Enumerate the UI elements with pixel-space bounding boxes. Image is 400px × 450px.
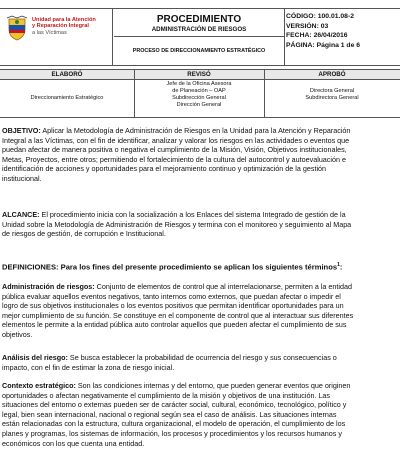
definition-line: situaciones del entorno o externas pueden ser de carácter social, cultural, económico, tecnológico, político y	[2, 400, 347, 410]
logo-line-3: a las Víctimas	[32, 29, 67, 36]
definition-line: mejor cumplimiento de su función. Se constituye en el componente de control que al interactuar sus diferentes	[2, 310, 354, 320]
reviso-line: Subdirección General	[172, 95, 226, 101]
objective-line: Metas, Proyectos, entre otros; permitiendo el fortalecimiento de la cultura del autocontrol y autoevaluación e	[2, 154, 346, 164]
approval-header-row	[0, 69, 400, 80]
definition-risk-management	[2, 282, 400, 340]
definition-line: pública evaluar aquellos eventos negativos, tanto internos como externos, que puedan afectar o impedir el	[2, 291, 341, 301]
definition-line: elementos le permite a la entidad pública auto controlar aquellos que pueden afectar el cumplimiento de sus	[2, 320, 347, 330]
definition-line: Son las condiciones internas y del entorno, que pueden generar eventos que originen	[75, 381, 351, 390]
organization-logo	[6, 13, 110, 61]
header-divider	[112, 9, 113, 65]
scope-paragraph	[2, 210, 400, 239]
scope-line: de riesgos de gestión, de corrupción e Institucional.	[2, 229, 166, 239]
process-name: PROCESO DE DIRECCIONAMIENTO ESTRATÉGICO	[132, 48, 266, 54]
definition-line: planes y programas, los sistemas de información, los procesos y procedimientos y los recursos humanos y	[2, 428, 342, 438]
column-header-aprobo: APROBÓ	[318, 71, 346, 78]
definitions-heading-text: DEFINICIONES: Para los fines del presente procedimiento se aplican los siguientes términos	[2, 262, 338, 272]
page-number: PÁGINA: Página 1 de 6	[286, 41, 361, 49]
scope-line: El procedimiento inicia con la socialización a los Enlaces del sistema Integrado de gestión de la	[39, 210, 346, 219]
column-header-elaboro: ELABORÓ	[51, 71, 83, 78]
logo-line-2: y Reparación Integral	[32, 23, 89, 30]
definition-term: Contexto estratégico:	[2, 381, 76, 390]
definition-line: objetivos.	[2, 329, 33, 339]
document-code: CÓDIGO: 100.01.08-2	[286, 13, 354, 20]
document-title: PROCEDIMIENTO	[156, 14, 242, 25]
scope-line: Unidad sobre la Metodología de Administración de Riesgos y termina con el monitoreo y seguimiento al Mapa	[2, 219, 352, 229]
definition-strategic-context	[2, 381, 400, 448]
document-date: FECHA: 26/04/2016	[286, 32, 348, 40]
approval-bottom-border	[0, 117, 400, 118]
aprobo-value	[264, 88, 400, 102]
title-block	[114, 9, 284, 65]
objective-line: identificación de acciones y oportunidades para el mejoramiento continuo y optimización de la gestión	[2, 164, 327, 174]
definition-line: impacto, con el fin de estimar la zona de riesgo inicial.	[2, 362, 175, 372]
scope-label: ALCANCE:	[2, 210, 40, 219]
header-divider	[284, 9, 285, 65]
definition-line: Se busca establecer la probabilidad de ocurrencia del riesgo y sus consecuencias o	[67, 353, 337, 362]
coat-of-arms-icon	[6, 15, 28, 41]
definition-line: económicos con los que cuenta una entidad.	[2, 438, 145, 448]
aprobo-line: Subdirectora General	[305, 95, 359, 101]
definition-line: oportunidades o afectan negativamente el cumplimiento de la misión y objetivos de una institución. Las	[2, 390, 331, 400]
definition-line: legal, bien sean internacional, nacional o regional según sea el caso de análisis. Las situaciones internas	[2, 409, 337, 419]
column-header-reviso: REVISÓ	[187, 71, 211, 78]
document-version: VERSIÓN: 03	[286, 22, 329, 30]
definitions-colon: :	[339, 262, 343, 272]
definition-risk-analysis	[2, 353, 400, 372]
approval-table	[0, 69, 400, 119]
elaboro-value: Direccionamiento Estratégico	[30, 95, 104, 101]
document-header	[0, 8, 400, 66]
definition-line: están relacionadas con la estructura, cultura organizacional, el modelo de operación, el cumplimiento de los	[2, 419, 346, 429]
reviso-line: Dirección General	[176, 102, 222, 108]
reviso-value	[134, 81, 264, 109]
title-divider	[114, 36, 284, 37]
aprobo-line: Directora General	[309, 88, 355, 94]
objective-paragraph	[2, 126, 400, 184]
reviso-line: de Planeación – OAP	[172, 88, 226, 94]
logo-line-1: Unidad para la Atención	[32, 17, 96, 23]
document-subtitle: ADMINISTRACIÓN DE RIESGOS	[151, 26, 247, 33]
footnote-marker: 1	[337, 262, 340, 268]
objective-label: OBJETIVO:	[2, 126, 41, 135]
objective-line: Aplicar la Metodología de Administración de Riesgos en la Unidad para la Atención y Reparación	[40, 126, 351, 135]
objective-line: institucional.	[2, 173, 42, 183]
definition-line: Conjunto de elementos de control que al interrelacionarse, permiten a la entidad	[94, 282, 352, 291]
objective-line: puedan afectar de manera positiva o negativa el cumplimiento de la Misión, Visión, Objetivos institucionales,	[2, 145, 347, 155]
document-metadata	[286, 12, 360, 50]
definition-term: Análisis del riesgo:	[2, 353, 68, 362]
definition-term: Administración de riesgos:	[2, 282, 95, 291]
definitions-heading	[2, 262, 342, 272]
definition-line: logro de sus objetivos institucionales o los eventos positivos que permitan identificar oportunidades para un	[2, 301, 344, 311]
logo-text	[32, 17, 112, 36]
objective-line: Integral a las Víctimas, con el fin de identificar, analizar y valorar los riesgos en las actividades o eventos que	[2, 135, 350, 145]
reviso-line: Jefe de la Oficina Asesora	[166, 81, 232, 87]
